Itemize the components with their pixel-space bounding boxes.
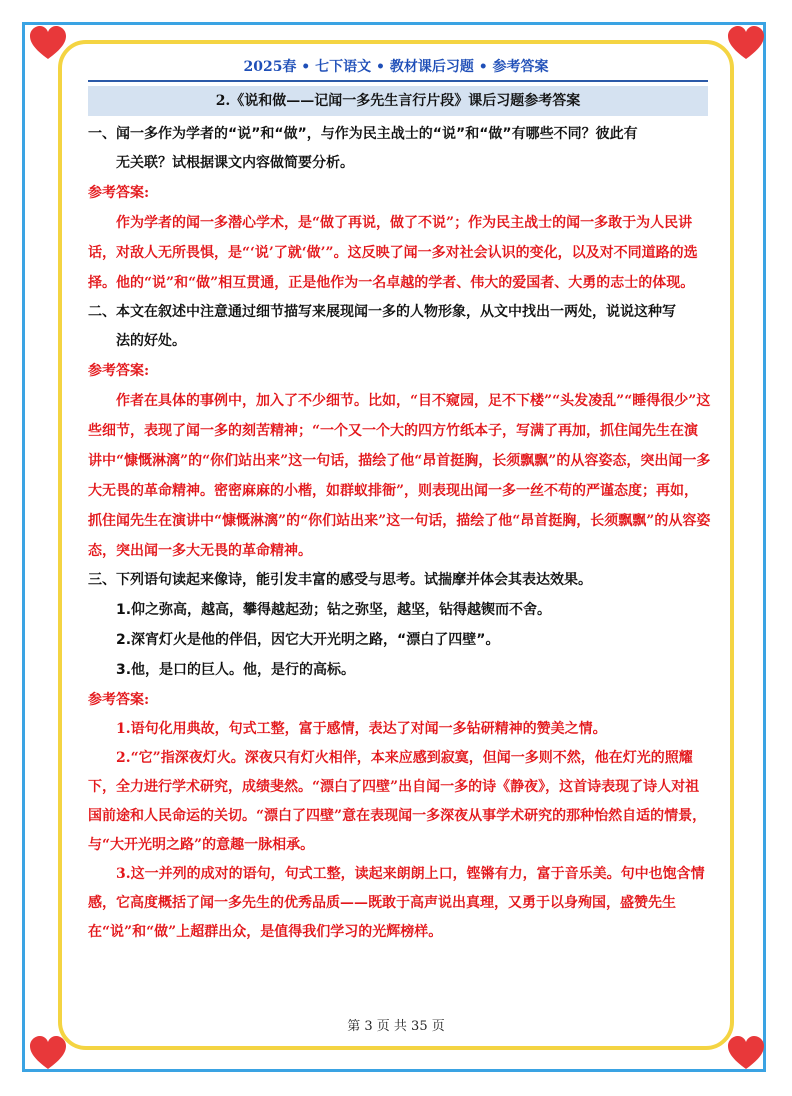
document-body [88, 120, 712, 947]
page-number: 第 3 页 共 35 页 [347, 1019, 445, 1034]
answer-item: 3.这一并列的成对的语句，句式工整，读起来朗朗上口，铿锵有力，富于音乐美。句中也饱含情感，它高度概括了闻一多先生的优秀品质——既敢于高声说出真理，又勇于以身殉国，盛赞先生在“说”和“做”上超群出众，是值得我们学习的光辉榜样。 [88, 866, 705, 940]
answer-text: 作为学者的闻一多潜心学术，是“做了再说，做了不说”；作为民主战士的闻一多敢于为人民讲话，对敌人无所畏惧，是“‘说’了就‘做’”。这反映了闻一多对社会认识的变化，以及对不同道路的选择。他的“说”和“做”相互贯通，正是他作为一名卓越的学者、伟大的爱国者、大勇的志士的体现。 [88, 215, 698, 291]
answer-item: 1.语句化用典故，句式工整，富于感情，表达了对闻一多钻研精神的赞美之情。 [116, 721, 607, 737]
answer-label: 参考答案: [88, 692, 150, 708]
answer-text: 作者在具体的事例中，加入了不少细节。比如，“目不窥园，足不下楼”“头发凌乱”“睡得很少”这些细节，表现了闻一多的刻苦精神；“一个又一个大的四方竹纸本子，写满了再加，抓住闻先生在演讲中“慷慨淋漓”的“你们站出来”这一句话，描绘了他“昂首挺胸，长须飘飘”的从容姿态，突出闻一多大无畏的革命精神。密密麻麻的小楷，如群蚁排衙”，则表现出闻一多一丝不苟的严谨态度；再如，抓住闻先生在演讲中“慷慨淋漓”的“你们站出来”这一句话，描绘了他“昂首挺胸，长须飘飘”的从容姿态，突出闻一多大无畏的革命精神。 [88, 393, 711, 559]
question-text [88, 120, 712, 178]
question-text [88, 298, 712, 356]
question-line: 三、下列语句读起来像诗，能引发丰富的感受与思考。试揣摩并体会其表达效果。 [88, 572, 592, 588]
question-block [88, 298, 712, 566]
question-text [88, 566, 712, 595]
question-line: 无关联？试根据课文内容做简要分析。 [116, 155, 354, 171]
question-line: 法的好处。 [116, 333, 186, 349]
question-block [88, 566, 712, 947]
question-line: 二、本文在叙述中注意通过细节描写来展现闻一多的人物形象，从文中找出一两处，说说这种写 [88, 304, 676, 320]
question-item: 2.深宵灯火是他的伴侣，因它大开光明之路，“漂白了四壁”。 [116, 632, 500, 648]
question-line: 一、闻一多作为学者的“说”和“做”，与作为民主战士的“说”和“做”有哪些不同？彼此有 [88, 126, 638, 142]
question-block [88, 120, 712, 298]
answer-item: 2.“它”指深夜灯火。深夜只有灯火相伴，本来应感到寂寞，但闻一多则不然，他在灯光的照耀下，全力进行学术研究，成绩斐然。“漂白了四壁”出自闻一多的诗《静夜》，这首诗表现了诗人对祖国前途和人民命运的关切。“漂白了四壁”意在表现闻一多深夜从事学术研究的那种怡然自适的情景，与“大开光明之路”的意趣一脉相承。 [88, 750, 707, 853]
section-title: 2.《说和做——记闻一多先生言行片段》课后习题参考答案 [88, 86, 708, 116]
question-item: 1.仰之弥高，越高，攀得越起劲；钻之弥坚，越坚，钻得越锲而不舍。 [116, 602, 552, 618]
page-header-title: 2025春 • 七下语文 • 教材课后习题 • 参考答案 [243, 59, 549, 75]
header-divider [88, 80, 708, 82]
heart-icon [726, 1034, 766, 1074]
answer-label: 参考答案: [88, 185, 150, 201]
answer-label: 参考答案: [88, 363, 150, 379]
heart-icon [28, 1034, 68, 1074]
question-item: 3.他，是口的巨人。他，是行的高标。 [116, 662, 356, 678]
